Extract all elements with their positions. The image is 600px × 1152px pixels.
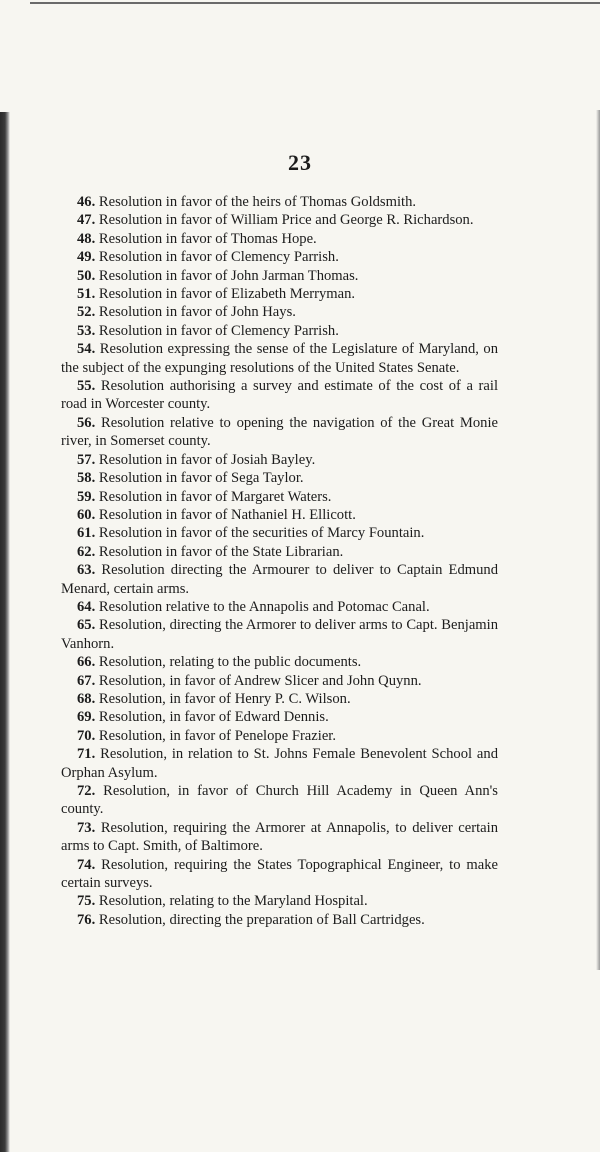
resolution-number: 59. [77, 488, 96, 505]
resolution-entry [61, 745, 498, 782]
resolution-number: 56. [77, 414, 96, 431]
resolution-text: Resolution, in favor of Henry P. C. Wilson. [98, 690, 351, 707]
resolution-entry [61, 856, 498, 893]
resolution-number: 65. [77, 617, 96, 634]
resolution-number: 49. [77, 249, 96, 266]
resolution-text: Resolution, in favor of Andrew Slicer and John Quynn. [98, 672, 422, 689]
resolution-number: 76. [77, 911, 96, 928]
resolution-text: Resolution in favor of the State Librarian. [98, 543, 344, 560]
resolution-number: 62. [77, 543, 96, 560]
resolution-text: Resolution, directing the preparation of Ball Cartridges. [98, 911, 425, 928]
resolution-number: 53. [77, 322, 96, 339]
page-number: 23 [288, 150, 312, 175]
resolution-entry [61, 690, 498, 708]
resolution-number: 46. [77, 194, 96, 210]
resolution-text: Resolution, relating to the public documents. [98, 654, 362, 671]
resolution-entry [61, 377, 498, 414]
resolution-number: 50. [77, 267, 96, 284]
resolution-number: 54. [77, 341, 96, 358]
resolution-number: 60. [77, 506, 96, 523]
resolution-number: 74. [77, 856, 96, 873]
resolution-text: Resolution in favor of the securities of Marcy Fountain. [98, 525, 425, 542]
resolution-text: Resolution, requiring the States Topographical Engineer, to make certain surveys. [61, 856, 498, 892]
resolution-text: Resolution relative to the Annapolis and Potomac Canal. [98, 598, 430, 615]
resolution-entry [61, 414, 498, 451]
resolution-entry [61, 819, 498, 856]
resolution-text: Resolution directing the Armourer to deliver to Captain Edmund Menard, certain arms. [61, 562, 498, 597]
resolution-text: Resolution, in favor of Penelope Frazier. [98, 727, 336, 744]
resolution-number: 67. [77, 672, 96, 689]
resolution-entry [61, 598, 498, 616]
resolution-number: 68. [77, 690, 96, 707]
resolution-entry [61, 488, 498, 506]
resolution-number: 70. [77, 727, 96, 744]
resolution-text: Resolution, in relation to St. Johns Female Benevolent School and Orphan Asylum. [61, 746, 498, 781]
resolution-text: Resolution, directing the Armorer to deliver arms to Capt. Benjamin Vanhorn. [61, 617, 498, 652]
resolution-entry [61, 451, 498, 469]
resolution-entry [61, 708, 498, 726]
resolution-text: Resolution in favor of Clemency Parrish. [98, 322, 339, 339]
resolution-entry [61, 616, 498, 653]
resolution-number: 63. [77, 562, 96, 579]
resolutions-list [61, 193, 498, 929]
resolution-text: Resolution in favor of Elizabeth Merryman. [98, 286, 356, 303]
resolution-number: 57. [77, 451, 96, 468]
resolution-number: 64. [77, 598, 96, 615]
resolution-entry [61, 193, 498, 211]
resolution-text: Resolution in favor of John Jarman Thomas. [98, 267, 359, 284]
resolution-entry [61, 782, 498, 819]
resolution-entry [61, 543, 498, 561]
resolution-entry [61, 506, 498, 524]
resolution-text: Resolution in favor of John Hays. [98, 304, 296, 321]
resolution-entry [61, 285, 498, 303]
resolution-number: 47. [77, 212, 96, 229]
resolution-number: 71. [77, 746, 96, 763]
resolution-entry [61, 469, 498, 487]
resolution-entry [61, 911, 498, 929]
resolution-text: Resolution in favor of Nathaniel H. Ellicott. [98, 506, 356, 523]
resolution-text: Resolution in favor of Sega Taylor. [98, 470, 304, 487]
resolution-entry [61, 892, 498, 910]
binding-shadow [0, 112, 10, 1152]
resolution-entry [61, 561, 498, 598]
resolution-entry [61, 303, 498, 321]
resolution-text: Resolution, relating to the Maryland Hospital. [98, 893, 368, 910]
resolution-text: Resolution authorising a survey and estimate of the cost of a rail road in Worcester county. [61, 378, 498, 413]
resolution-number: 73. [77, 819, 96, 836]
top-rule [30, 2, 600, 4]
resolution-text: Resolution in favor of William Price and George R. Richardson. [98, 212, 474, 229]
page-edge-shadow [596, 110, 600, 970]
resolution-entry [61, 322, 498, 340]
resolution-number: 48. [77, 230, 96, 247]
resolution-number: 51. [77, 286, 96, 303]
resolution-number: 61. [77, 525, 96, 542]
resolution-text: Resolution, in favor of Church Hill Academy in Queen Ann's county. [61, 783, 498, 818]
resolution-entry [61, 524, 498, 542]
resolution-number: 55. [77, 378, 96, 395]
resolution-text: Resolution in favor of Clemency Parrish. [98, 249, 339, 266]
resolution-number: 58. [77, 470, 96, 487]
resolution-text: Resolution expressing the sense of the Legislature of Maryland, on the subject of the expunging resolutions of the United States Senate. [61, 341, 498, 376]
resolution-text: Resolution in favor of Thomas Hope. [98, 230, 317, 247]
resolution-entry [61, 211, 498, 229]
resolution-entry [61, 248, 498, 266]
resolution-number: 69. [77, 709, 96, 726]
resolution-text: Resolution, requiring the Armorer at Annapolis, to deliver certain arms to Capt. Smith, of Baltimore. [61, 819, 498, 855]
resolution-text: Resolution in favor of Josiah Bayley. [98, 451, 316, 468]
resolution-entry [61, 267, 498, 285]
resolution-number: 66. [77, 654, 96, 671]
resolution-text: Resolution in favor of Margaret Waters. [98, 488, 332, 505]
resolution-text: Resolution in favor of the heirs of Thomas Goldsmith. [98, 194, 417, 210]
resolution-entry [61, 340, 498, 377]
resolution-number: 52. [77, 304, 96, 321]
resolution-entry [61, 672, 498, 690]
resolution-text: Resolution, in favor of Edward Dennis. [98, 709, 329, 726]
resolution-entry [61, 727, 498, 745]
resolution-number: 72. [77, 783, 96, 799]
resolution-entry [61, 230, 498, 248]
resolution-entry [61, 653, 498, 671]
resolution-text: Resolution relative to opening the navigation of the Great Monie river, in Somerset county. [61, 414, 498, 450]
resolution-number: 75. [77, 893, 96, 910]
